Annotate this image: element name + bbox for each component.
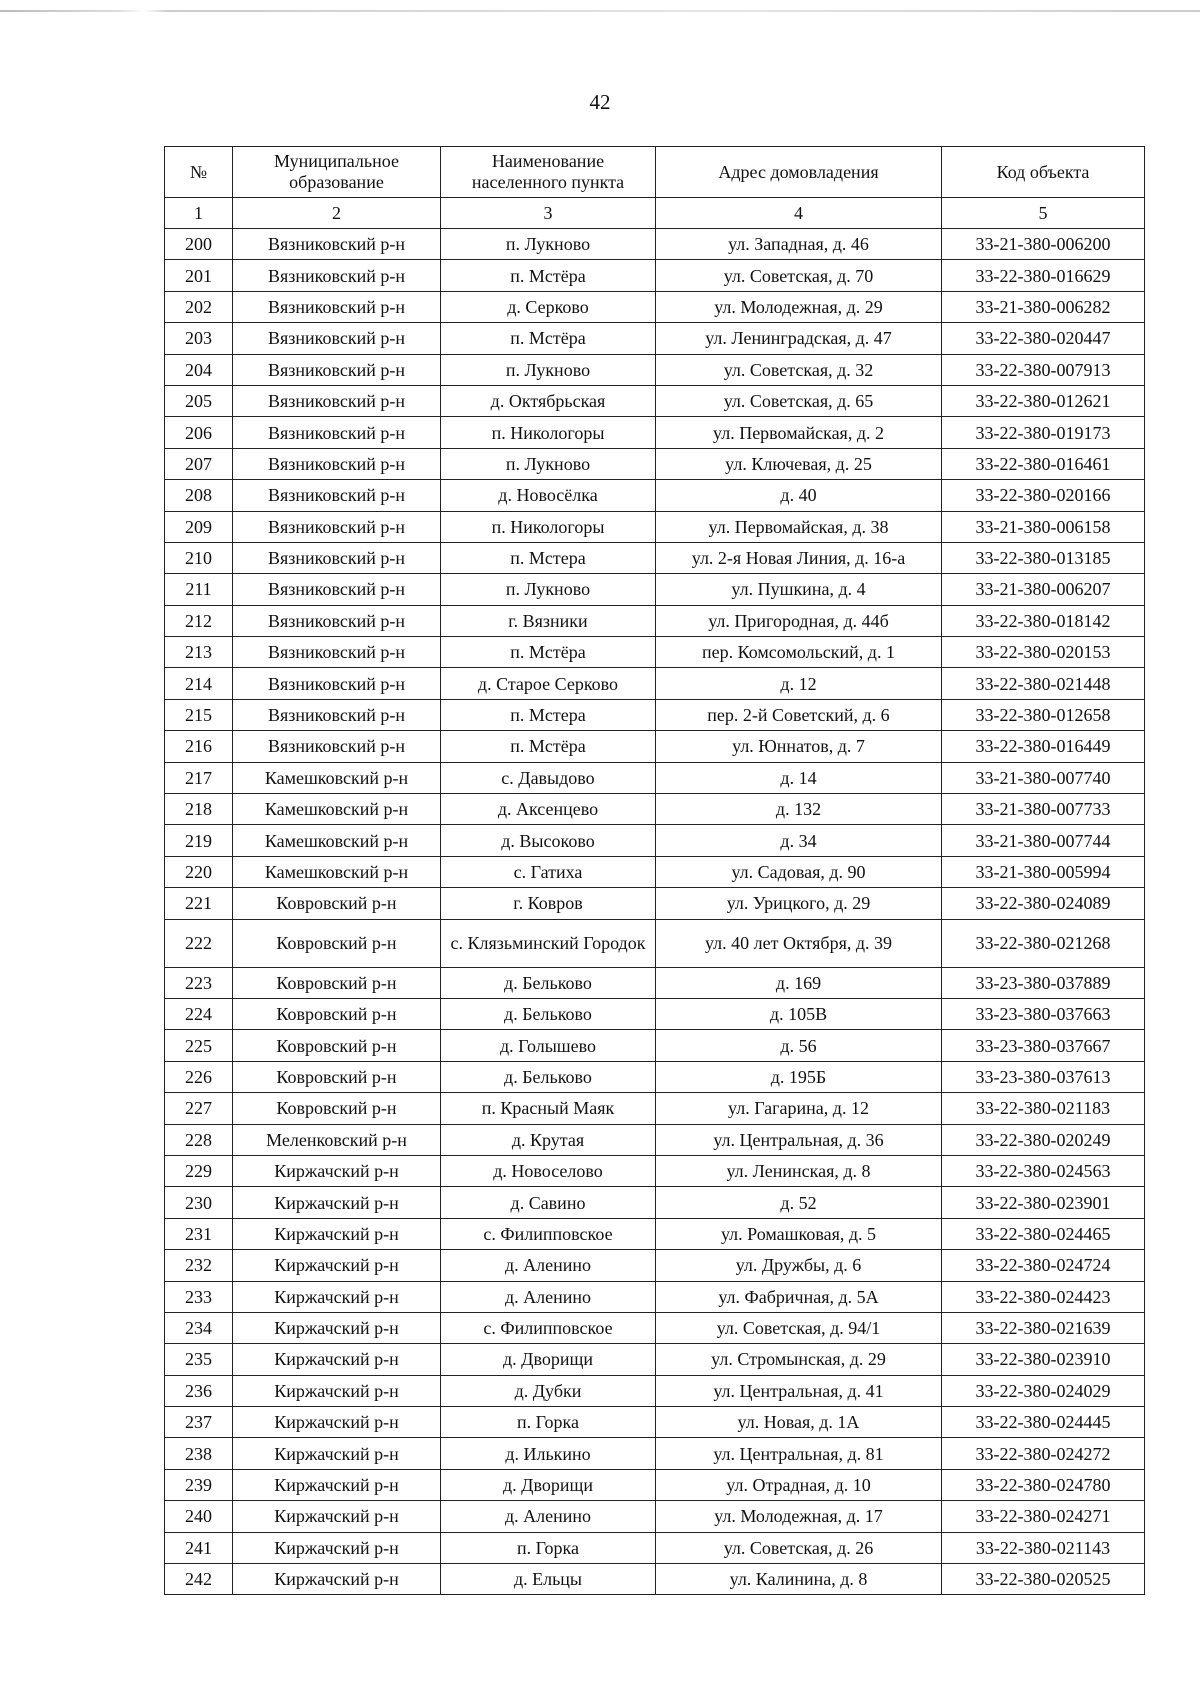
settlement-cell: п. Мстёра bbox=[441, 260, 656, 291]
table-row bbox=[165, 448, 1145, 479]
row-number: 216 bbox=[165, 731, 233, 762]
row-number: 222 bbox=[165, 919, 233, 967]
object-code-cell: 33-22-380-024272 bbox=[942, 1438, 1145, 1469]
settlement-cell: д. Новоселово bbox=[441, 1155, 656, 1186]
table-row bbox=[165, 574, 1145, 605]
address-cell: ул. Отрадная, д. 10 bbox=[656, 1469, 942, 1500]
table-row bbox=[165, 1093, 1145, 1124]
municipality-cell: Вязниковский р-н bbox=[233, 385, 441, 416]
settlement-cell: г. Вязники bbox=[441, 605, 656, 636]
table-row bbox=[165, 1281, 1145, 1312]
settlement-cell: с. Гатиха bbox=[441, 856, 656, 887]
address-cell: ул. 40 лет Октября, д. 39 bbox=[656, 919, 942, 967]
address-cell: ул. Ленинская, д. 8 bbox=[656, 1155, 942, 1186]
object-code-cell: 33-21-380-007744 bbox=[942, 825, 1145, 856]
settlement-cell: п. Мстёра bbox=[441, 637, 656, 668]
address-cell: ул. Фабричная, д. 5А bbox=[656, 1281, 942, 1312]
table-row bbox=[165, 260, 1145, 291]
header-object-code: Код объекта bbox=[942, 147, 1145, 198]
row-number: 206 bbox=[165, 417, 233, 448]
table-row bbox=[165, 1564, 1145, 1595]
address-cell: ул. Гагарина, д. 12 bbox=[656, 1093, 942, 1124]
row-number: 220 bbox=[165, 856, 233, 887]
address-cell: д. 105В bbox=[656, 998, 942, 1029]
municipality-cell: Вязниковский р-н bbox=[233, 448, 441, 479]
municipality-cell: Вязниковский р-н bbox=[233, 354, 441, 385]
municipality-cell: Вязниковский р-н bbox=[233, 229, 441, 260]
settlement-cell: п. Лукново bbox=[441, 448, 656, 479]
row-number: 240 bbox=[165, 1501, 233, 1532]
table-body bbox=[165, 229, 1145, 1595]
municipality-cell: Вязниковский р-н bbox=[233, 605, 441, 636]
row-number: 217 bbox=[165, 762, 233, 793]
municipality-cell: Вязниковский р-н bbox=[233, 731, 441, 762]
object-code-cell: 33-21-380-006158 bbox=[942, 511, 1145, 542]
municipality-cell: Вязниковский р-н bbox=[233, 480, 441, 511]
object-code-cell: 33-22-380-024445 bbox=[942, 1407, 1145, 1438]
object-code-cell: 33-22-380-024029 bbox=[942, 1375, 1145, 1406]
row-number: 207 bbox=[165, 448, 233, 479]
object-code-cell: 33-22-380-021448 bbox=[942, 668, 1145, 699]
register-table bbox=[164, 146, 1145, 1595]
table-row bbox=[165, 919, 1145, 967]
address-cell: ул. Советская, д. 94/1 bbox=[656, 1312, 942, 1343]
table-row bbox=[165, 825, 1145, 856]
table-row bbox=[165, 998, 1145, 1029]
table-row bbox=[165, 731, 1145, 762]
row-number: 205 bbox=[165, 385, 233, 416]
settlement-cell: д. Дубки bbox=[441, 1375, 656, 1406]
table-row bbox=[165, 291, 1145, 322]
address-cell: ул. Первомайская, д. 38 bbox=[656, 511, 942, 542]
settlement-cell: д. Аленино bbox=[441, 1250, 656, 1281]
row-number: 228 bbox=[165, 1124, 233, 1155]
municipality-cell: Вязниковский р-н bbox=[233, 574, 441, 605]
settlement-cell: п. Горка bbox=[441, 1407, 656, 1438]
settlement-cell: с. Давыдово bbox=[441, 762, 656, 793]
settlement-cell: с. Филипповское bbox=[441, 1218, 656, 1249]
row-number: 226 bbox=[165, 1061, 233, 1092]
object-code-cell: 33-21-380-007740 bbox=[942, 762, 1145, 793]
row-number: 215 bbox=[165, 699, 233, 730]
object-code-cell: 33-22-380-024724 bbox=[942, 1250, 1145, 1281]
row-number: 213 bbox=[165, 637, 233, 668]
table-row bbox=[165, 1187, 1145, 1218]
address-cell: ул. Молодежная, д. 29 bbox=[656, 291, 942, 322]
row-number: 242 bbox=[165, 1564, 233, 1595]
column-number: 3 bbox=[441, 198, 656, 229]
row-number: 241 bbox=[165, 1532, 233, 1563]
municipality-cell: Камешковский р-н bbox=[233, 794, 441, 825]
settlement-cell: д. Бельково bbox=[441, 1061, 656, 1092]
address-cell: ул. Советская, д. 26 bbox=[656, 1532, 942, 1563]
table-row bbox=[165, 794, 1145, 825]
table-row bbox=[165, 542, 1145, 573]
address-cell: ул. Центральная, д. 41 bbox=[656, 1375, 942, 1406]
table-row bbox=[165, 323, 1145, 354]
row-number: 231 bbox=[165, 1218, 233, 1249]
row-number: 229 bbox=[165, 1155, 233, 1186]
object-code-cell: 33-22-380-018142 bbox=[942, 605, 1145, 636]
object-code-cell: 33-21-380-006207 bbox=[942, 574, 1145, 605]
column-number: 2 bbox=[233, 198, 441, 229]
table-row bbox=[165, 1250, 1145, 1281]
row-number: 227 bbox=[165, 1093, 233, 1124]
row-number: 214 bbox=[165, 668, 233, 699]
row-number: 239 bbox=[165, 1469, 233, 1500]
table-row bbox=[165, 637, 1145, 668]
municipality-cell: Ковровский р-н bbox=[233, 1030, 441, 1061]
municipality-cell: Вязниковский р-н bbox=[233, 542, 441, 573]
address-cell: ул. Ключевая, д. 25 bbox=[656, 448, 942, 479]
row-number: 235 bbox=[165, 1344, 233, 1375]
settlement-cell: г. Ковров bbox=[441, 888, 656, 919]
row-number: 211 bbox=[165, 574, 233, 605]
municipality-cell: Киржачский р-н bbox=[233, 1155, 441, 1186]
object-code-cell: 33-22-380-021183 bbox=[942, 1093, 1145, 1124]
table-row bbox=[165, 511, 1145, 542]
address-cell: ул. Центральная, д. 81 bbox=[656, 1438, 942, 1469]
settlement-cell: д. Новосёлка bbox=[441, 480, 656, 511]
address-cell: ул. Ленинградская, д. 47 bbox=[656, 323, 942, 354]
object-code-cell: 33-22-380-023901 bbox=[942, 1187, 1145, 1218]
address-cell: д. 52 bbox=[656, 1187, 942, 1218]
column-number: 1 bbox=[165, 198, 233, 229]
table-row bbox=[165, 354, 1145, 385]
row-number: 221 bbox=[165, 888, 233, 919]
object-code-cell: 33-22-380-016629 bbox=[942, 260, 1145, 291]
address-cell: ул. Советская, д. 32 bbox=[656, 354, 942, 385]
municipality-cell: Ковровский р-н bbox=[233, 967, 441, 998]
address-cell: ул. Центральная, д. 36 bbox=[656, 1124, 942, 1155]
row-number: 223 bbox=[165, 967, 233, 998]
municipality-cell: Ковровский р-н bbox=[233, 1093, 441, 1124]
address-cell: пер. 2-й Советский, д. 6 bbox=[656, 699, 942, 730]
address-cell: ул. Советская, д. 70 bbox=[656, 260, 942, 291]
row-number: 224 bbox=[165, 998, 233, 1029]
municipality-cell: Ковровский р-н bbox=[233, 1061, 441, 1092]
object-code-cell: 33-22-380-023910 bbox=[942, 1344, 1145, 1375]
settlement-cell: п. Лукново bbox=[441, 354, 656, 385]
row-number: 209 bbox=[165, 511, 233, 542]
settlement-cell: д. Дворищи bbox=[441, 1469, 656, 1500]
object-code-cell: 33-21-380-006282 bbox=[942, 291, 1145, 322]
address-cell: ул. 2-я Новая Линия, д. 16-а bbox=[656, 542, 942, 573]
table-row bbox=[165, 229, 1145, 260]
table-row bbox=[165, 605, 1145, 636]
object-code-cell: 33-22-380-020153 bbox=[942, 637, 1145, 668]
table-row bbox=[165, 1407, 1145, 1438]
table-row bbox=[165, 699, 1145, 730]
settlement-cell: с. Филипповское bbox=[441, 1312, 656, 1343]
settlement-cell: д. Голышево bbox=[441, 1030, 656, 1061]
column-number-row bbox=[165, 198, 1145, 229]
row-number: 238 bbox=[165, 1438, 233, 1469]
address-cell: ул. Первомайская, д. 2 bbox=[656, 417, 942, 448]
row-number: 202 bbox=[165, 291, 233, 322]
address-cell: ул. Советская, д. 65 bbox=[656, 385, 942, 416]
municipality-cell: Вязниковский р-н bbox=[233, 260, 441, 291]
page-number: 42 bbox=[589, 90, 611, 114]
municipality-cell: Вязниковский р-н bbox=[233, 511, 441, 542]
table-row bbox=[165, 1344, 1145, 1375]
municipality-cell: Киржачский р-н bbox=[233, 1250, 441, 1281]
municipality-cell: Киржачский р-н bbox=[233, 1501, 441, 1532]
municipality-cell: Киржачский р-н bbox=[233, 1564, 441, 1595]
row-number: 225 bbox=[165, 1030, 233, 1061]
row-number: 230 bbox=[165, 1187, 233, 1218]
municipality-cell: Киржачский р-н bbox=[233, 1187, 441, 1218]
settlement-cell: д. Ельцы bbox=[441, 1564, 656, 1595]
municipality-cell: Киржачский р-н bbox=[233, 1281, 441, 1312]
settlement-cell: д. Аленино bbox=[441, 1501, 656, 1532]
row-number: 237 bbox=[165, 1407, 233, 1438]
settlement-cell: д. Октябрьская bbox=[441, 385, 656, 416]
row-number: 201 bbox=[165, 260, 233, 291]
settlement-cell: п. Никологоры bbox=[441, 511, 656, 542]
settlement-cell: д. Аленино bbox=[441, 1281, 656, 1312]
table-row bbox=[165, 1155, 1145, 1186]
municipality-cell: Меленковский р-н bbox=[233, 1124, 441, 1155]
column-number: 5 bbox=[942, 198, 1145, 229]
settlement-cell: п. Лукново bbox=[441, 229, 656, 260]
settlement-cell: п. Никологоры bbox=[441, 417, 656, 448]
object-code-cell: 33-22-380-019173 bbox=[942, 417, 1145, 448]
object-code-cell: 33-22-380-024780 bbox=[942, 1469, 1145, 1500]
settlement-cell: д. Серково bbox=[441, 291, 656, 322]
table-row bbox=[165, 1218, 1145, 1249]
settlement-cell: п. Красный Маяк bbox=[441, 1093, 656, 1124]
address-cell: д. 12 bbox=[656, 668, 942, 699]
object-code-cell: 33-21-380-006200 bbox=[942, 229, 1145, 260]
row-number: 233 bbox=[165, 1281, 233, 1312]
municipality-cell: Киржачский р-н bbox=[233, 1438, 441, 1469]
municipality-cell: Киржачский р-н bbox=[233, 1344, 441, 1375]
address-cell: д. 132 bbox=[656, 794, 942, 825]
header-address: Адрес домовладения bbox=[656, 147, 942, 198]
row-number: 200 bbox=[165, 229, 233, 260]
table-row bbox=[165, 856, 1145, 887]
municipality-cell: Киржачский р-н bbox=[233, 1375, 441, 1406]
municipality-cell: Вязниковский р-н bbox=[233, 637, 441, 668]
municipality-cell: Ковровский р-н bbox=[233, 998, 441, 1029]
row-number: 234 bbox=[165, 1312, 233, 1343]
object-code-cell: 33-22-380-016461 bbox=[942, 448, 1145, 479]
table-row bbox=[165, 1469, 1145, 1500]
object-code-cell: 33-23-380-037613 bbox=[942, 1061, 1145, 1092]
object-code-cell: 33-22-380-012658 bbox=[942, 699, 1145, 730]
object-code-cell: 33-22-380-013185 bbox=[942, 542, 1145, 573]
settlement-cell: д. Старое Серково bbox=[441, 668, 656, 699]
object-code-cell: 33-23-380-037667 bbox=[942, 1030, 1145, 1061]
table-row bbox=[165, 1030, 1145, 1061]
address-cell: д. 14 bbox=[656, 762, 942, 793]
object-code-cell: 33-22-380-021143 bbox=[942, 1532, 1145, 1563]
header-number: № bbox=[165, 147, 233, 198]
address-cell: ул. Стромынская, д. 29 bbox=[656, 1344, 942, 1375]
municipality-cell: Вязниковский р-н bbox=[233, 668, 441, 699]
row-number: 204 bbox=[165, 354, 233, 385]
table-row bbox=[165, 1312, 1145, 1343]
address-cell: ул. Пригородная, д. 44б bbox=[656, 605, 942, 636]
table-row bbox=[165, 417, 1145, 448]
municipality-cell: Киржачский р-н bbox=[233, 1407, 441, 1438]
address-cell: ул. Новая, д. 1А bbox=[656, 1407, 942, 1438]
address-cell: ул. Садовая, д. 90 bbox=[656, 856, 942, 887]
row-number: 212 bbox=[165, 605, 233, 636]
row-number: 232 bbox=[165, 1250, 233, 1281]
object-code-cell: 33-22-380-024089 bbox=[942, 888, 1145, 919]
municipality-cell: Камешковский р-н bbox=[233, 762, 441, 793]
object-code-cell: 33-22-380-020447 bbox=[942, 323, 1145, 354]
row-number: 210 bbox=[165, 542, 233, 573]
settlement-cell: п. Лукново bbox=[441, 574, 656, 605]
address-cell: ул. Ромашковая, д. 5 bbox=[656, 1218, 942, 1249]
table-row bbox=[165, 385, 1145, 416]
municipality-cell: Вязниковский р-н bbox=[233, 417, 441, 448]
address-cell: ул. Дружбы, д. 6 bbox=[656, 1250, 942, 1281]
municipality-cell: Вязниковский р-н bbox=[233, 291, 441, 322]
settlement-cell: п. Мстера bbox=[441, 699, 656, 730]
row-number: 218 bbox=[165, 794, 233, 825]
table-row bbox=[165, 1438, 1145, 1469]
municipality-cell: Киржачский р-н bbox=[233, 1218, 441, 1249]
address-cell: д. 34 bbox=[656, 825, 942, 856]
object-code-cell: 33-22-380-021268 bbox=[942, 919, 1145, 967]
object-code-cell: 33-23-380-037889 bbox=[942, 967, 1145, 998]
row-number: 203 bbox=[165, 323, 233, 354]
municipality-cell: Киржачский р-н bbox=[233, 1312, 441, 1343]
object-code-cell: 33-21-380-005994 bbox=[942, 856, 1145, 887]
header-municipality: Муниципальное образование bbox=[233, 147, 441, 198]
settlement-cell: п. Мстёра bbox=[441, 323, 656, 354]
object-code-cell: 33-22-380-024271 bbox=[942, 1501, 1145, 1532]
table-row bbox=[165, 1061, 1145, 1092]
municipality-cell: Вязниковский р-н bbox=[233, 323, 441, 354]
address-cell: д. 169 bbox=[656, 967, 942, 998]
settlement-cell: д. Бельково bbox=[441, 998, 656, 1029]
row-number: 208 bbox=[165, 480, 233, 511]
row-number: 236 bbox=[165, 1375, 233, 1406]
object-code-cell: 33-22-380-016449 bbox=[942, 731, 1145, 762]
table-row bbox=[165, 480, 1145, 511]
address-cell: д. 195Б bbox=[656, 1061, 942, 1092]
settlement-cell: п. Мстёра bbox=[441, 731, 656, 762]
address-cell: ул. Западная, д. 46 bbox=[656, 229, 942, 260]
object-code-cell: 33-22-380-012621 bbox=[942, 385, 1145, 416]
object-code-cell: 33-22-380-024563 bbox=[942, 1155, 1145, 1186]
address-cell: пер. Комсомольский, д. 1 bbox=[656, 637, 942, 668]
settlement-cell: с. Клязьминский Городок bbox=[441, 919, 656, 967]
header-row bbox=[165, 147, 1145, 198]
object-code-cell: 33-22-380-007913 bbox=[942, 354, 1145, 385]
municipality-cell: Киржачский р-н bbox=[233, 1469, 441, 1500]
row-number: 219 bbox=[165, 825, 233, 856]
object-code-cell: 33-22-380-024465 bbox=[942, 1218, 1145, 1249]
address-cell: ул. Урицкого, д. 29 bbox=[656, 888, 942, 919]
table-row bbox=[165, 888, 1145, 919]
settlement-cell: п. Горка bbox=[441, 1532, 656, 1563]
address-cell: ул. Юннатов, д. 7 bbox=[656, 731, 942, 762]
object-code-cell: 33-22-380-020166 bbox=[942, 480, 1145, 511]
settlement-cell: д. Илькино bbox=[441, 1438, 656, 1469]
scan-edge-line bbox=[0, 10, 1200, 12]
table-row bbox=[165, 762, 1145, 793]
address-cell: ул. Молодежная, д. 17 bbox=[656, 1501, 942, 1532]
object-code-cell: 33-22-380-021639 bbox=[942, 1312, 1145, 1343]
municipality-cell: Ковровский р-н bbox=[233, 919, 441, 967]
table-row bbox=[165, 967, 1145, 998]
address-cell: д. 40 bbox=[656, 480, 942, 511]
municipality-cell: Камешковский р-н bbox=[233, 825, 441, 856]
municipality-cell: Вязниковский р-н bbox=[233, 699, 441, 730]
settlement-cell: д. Высоково bbox=[441, 825, 656, 856]
table-row bbox=[165, 668, 1145, 699]
settlement-cell: д. Аксенцево bbox=[441, 794, 656, 825]
municipality-cell: Ковровский р-н bbox=[233, 888, 441, 919]
settlement-cell: п. Мстера bbox=[441, 542, 656, 573]
address-cell: ул. Калинина, д. 8 bbox=[656, 1564, 942, 1595]
table-row bbox=[165, 1375, 1145, 1406]
municipality-cell: Камешковский р-н bbox=[233, 856, 441, 887]
object-code-cell: 33-22-380-024423 bbox=[942, 1281, 1145, 1312]
address-cell: ул. Пушкина, д. 4 bbox=[656, 574, 942, 605]
settlement-cell: д. Бельково bbox=[441, 967, 656, 998]
column-number: 4 bbox=[656, 198, 942, 229]
object-code-cell: 33-22-380-020525 bbox=[942, 1564, 1145, 1595]
settlement-cell: д. Дворищи bbox=[441, 1344, 656, 1375]
table-row bbox=[165, 1501, 1145, 1532]
municipality-cell: Киржачский р-н bbox=[233, 1532, 441, 1563]
table-row bbox=[165, 1532, 1145, 1563]
object-code-cell: 33-23-380-037663 bbox=[942, 998, 1145, 1029]
object-code-cell: 33-22-380-020249 bbox=[942, 1124, 1145, 1155]
settlement-cell: д. Крутая bbox=[441, 1124, 656, 1155]
settlement-cell: д. Савино bbox=[441, 1187, 656, 1218]
header-settlement: Наименование населенного пункта bbox=[441, 147, 656, 198]
table-row bbox=[165, 1124, 1145, 1155]
address-cell: д. 56 bbox=[656, 1030, 942, 1061]
object-code-cell: 33-21-380-007733 bbox=[942, 794, 1145, 825]
